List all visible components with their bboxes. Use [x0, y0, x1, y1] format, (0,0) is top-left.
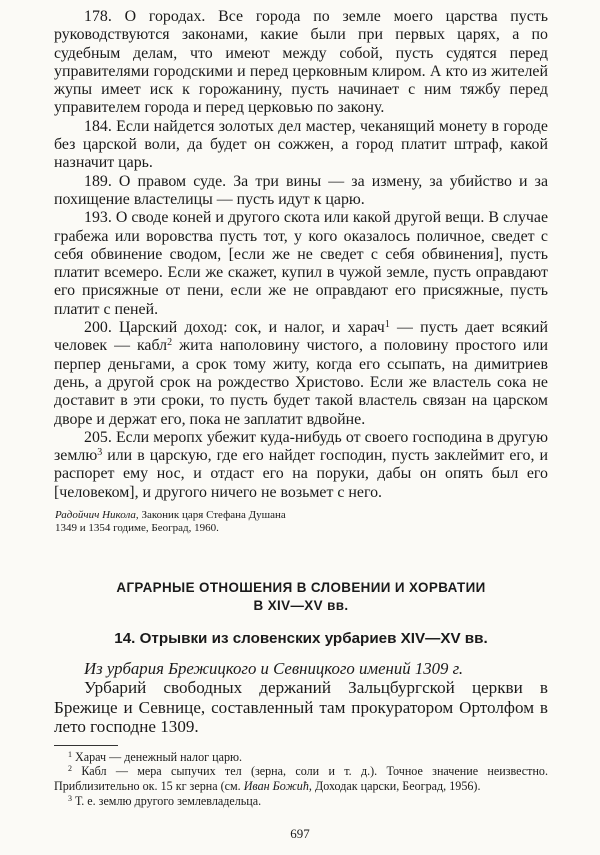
article-200-part-c: жита наполовину чистого, а половину простого или перпер деньгами, а срок тому житу, когда его ссыпать, на димитриев день, а другой срок на рождество Христово. Если же властель сока не доставит в эти сроки, то пусть будет такой властель связан на царском дворе и держат его, пока не заплатит вдвойне.: [54, 337, 548, 428]
article-205: [54, 429, 548, 502]
footnote-ref-3: 3: [97, 447, 103, 459]
footnote-divider: [54, 745, 118, 746]
article-178: 178. О городах. Все города по земле моего царства пусть руководствуются законами, какие были при первых царях, а по судебным делам, что имеют между собой, пусть судятся перед управителями городскими и перед церковным клиром. А кто из жителей жупы имеет иск к горожанину, пусть начинает с ним тяжбу перед управителем города и перед церковью по закону.: [54, 8, 548, 117]
footnote-ref-1: 1: [384, 319, 390, 331]
footnote-1: [54, 750, 548, 765]
source-reference: [54, 509, 548, 535]
footnote-2-text-b: Доходак царски, Београд, 1956).: [311, 778, 481, 793]
article-193: 193. О своде коней и другого скота или какой другой вещи. В случае грабежа или воровства пусть тот, у кого оказалось поличное, сведет с себя обвинение сводом, [если же не сведет с себя обвинения], пусть платит всемеро. Если же скажет, купил в чужой земле, пусть оправдают его присяжные от пени, если же не оправдают его присяжные, пусть платит с пеней.: [54, 209, 548, 318]
article-200-part-a: 200. Царский доход: сок, и налог, и харач: [84, 319, 385, 337]
footnote-3-text: Т. е. землю другого землевладельца.: [72, 793, 262, 808]
footnote-2-author: Иван Божић,: [243, 778, 312, 793]
footnote-ref-2: 2: [167, 337, 173, 349]
footnote-2-number: 2: [68, 764, 72, 774]
section-title-line2: В XIV—XV вв.: [253, 598, 349, 614]
footnote-2: [54, 764, 548, 793]
footnote-1-number: 1: [68, 749, 72, 759]
subsection-title: 14. Отрывки из словенских урбариев XIV—XV вв.: [114, 630, 488, 648]
reference-author: Радойчич Никола,: [55, 509, 139, 522]
article-189: 189. О правом суде. За три вины — за измену, за убийство и за похищение властелицы — пусть идут к царю.: [54, 172, 548, 208]
article-184: 184. Если найдется золотых дел мастер, чеканящий монету в городе без царской воли, да будет он сожжен, а город платит штраф, какой назначит царь.: [54, 117, 548, 172]
article-205-part-b: или в царскую, где его найдет господин, пусть заклеймит его, и распорет ему нос, и отдаст его на поруки, дабы он опять был его [человеком], и другого ничего не возьмет с него.: [54, 447, 548, 501]
reference-title: Законик царя Стефана Душана: [138, 509, 286, 522]
article-200: [54, 319, 548, 429]
page-number: 697: [290, 826, 310, 841]
footnote-3: [54, 794, 548, 809]
footnote-1-text: Харач — денежный налог царю.: [72, 749, 243, 764]
reference-edition: 1349 и 1354 годиме, Београд, 1960.: [55, 522, 219, 535]
article-205-part-a: 205. Если меропх убежит куда-нибудь от своего господина в другую землю: [54, 428, 548, 465]
urbarium-intro: Урбарий свободных держаний Зальцбургской церкви в Брежице и Севнице, составленный там прокуратором Ортолфом в лето господне 1309.: [54, 678, 548, 737]
source-heading: Из урбария Брежицкого и Севницкого имений 1309 г.: [84, 659, 464, 679]
section-title-line1: АГРАРНЫЕ ОТНОШЕНИЯ В СЛОВЕНИИ И ХОРВАТИИ: [116, 580, 486, 596]
article-200-part-b: — пусть дает всякий человек — кабл: [54, 319, 548, 355]
section-title: [54, 579, 548, 615]
footnote-2-text-a: Кабл — мера сыпучих тел (зерна, соли и т. д.). Точное значение неизвестно. Приблизительно ок. 15 кг зерна (см.: [54, 764, 548, 793]
footnote-3-number: 3: [68, 793, 72, 803]
